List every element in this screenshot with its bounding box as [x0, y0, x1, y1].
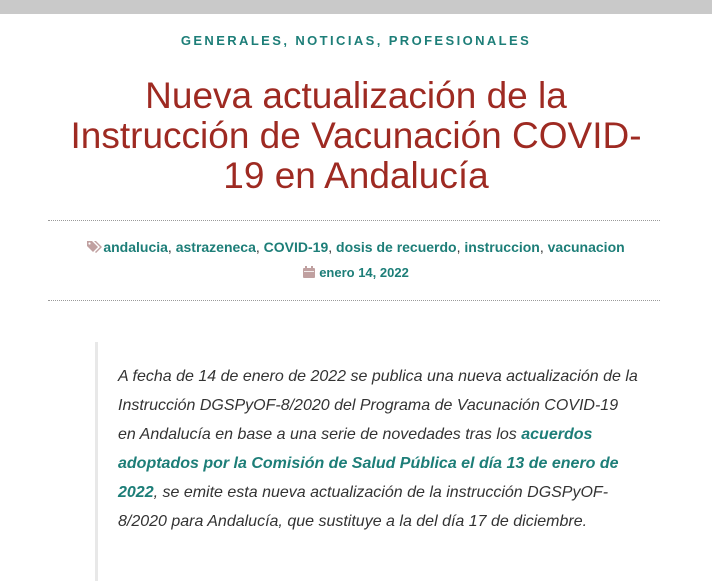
tag-instruccion[interactable]: instruccion	[464, 239, 540, 255]
category-separator: ,	[283, 33, 290, 48]
post-date-link[interactable]: enero 14, 2022	[319, 265, 409, 280]
tag-astrazeneca[interactable]: astrazeneca	[175, 239, 256, 255]
post-date	[0, 265, 712, 280]
tag-separator: ,	[328, 239, 333, 255]
divider-top	[48, 220, 660, 221]
blockquote-border	[95, 342, 98, 581]
category-profesionales[interactable]: PROFESIONALES	[388, 33, 532, 48]
category-noticias[interactable]: NOTICIAS	[295, 33, 377, 48]
category-generales[interactable]: GENERALES	[180, 33, 284, 48]
tags-icon	[87, 240, 103, 252]
category-separator: ,	[376, 33, 383, 48]
page-title: Nueva actualización de la Instrucción de Vacunación COVID-19 en Andalucía	[70, 75, 642, 196]
tag-dosis-de-recuerdo[interactable]: dosis de recuerdo	[336, 239, 457, 255]
blockquote-text	[118, 362, 638, 536]
tag-separator: ,	[167, 239, 172, 255]
tag-vacunacion[interactable]: vacunacion	[547, 239, 625, 255]
tag-covid-19[interactable]: COVID-19	[263, 239, 329, 255]
category-links	[0, 33, 712, 48]
tag-separator: ,	[255, 239, 260, 255]
tag-andalucia[interactable]: andalucia	[103, 239, 168, 255]
calendar-icon	[303, 266, 315, 278]
top-bar	[0, 0, 712, 14]
tag-list	[0, 239, 712, 255]
divider-bottom	[48, 300, 660, 301]
tag-separator: ,	[539, 239, 544, 255]
tag-separator: ,	[456, 239, 461, 255]
paragraph-text-start: A fecha de 14 de enero de 2022 se publica una nueva actualización de la Instrucción DGSPyOF-8/2020 del Programa de Vacunación COVID-19 en Andalucía en base a una serie de novedades tras los	[118, 368, 638, 443]
acuerdos-link[interactable]: acuerdos adoptados por la Comisión de Salud Pública el día 13 de enero de 2022	[118, 426, 619, 501]
paragraph-text-end: , se emite esta nueva actualización de la instrucción DGSPyOF-8/2020 para Andalucía, que sustituye a la del día 17 de diciembre.	[118, 484, 609, 530]
